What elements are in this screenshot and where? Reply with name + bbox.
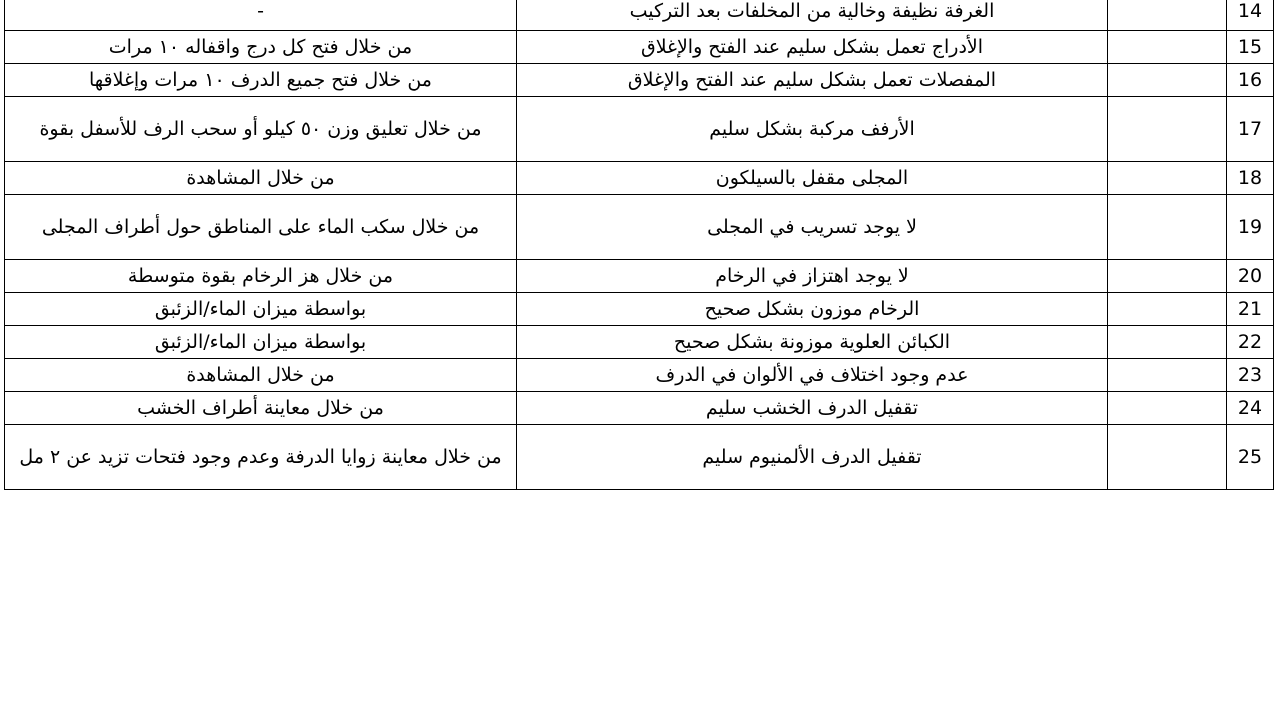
method-cell: بواسطة ميزان الماء/الزئبق <box>5 293 517 326</box>
method-cell: من خلال المشاهدة <box>5 359 517 392</box>
method-cell: من خلال فتح جميع الدرف ١٠ مرات وإغلاقها <box>5 64 517 97</box>
method-cell: من خلال معاينة زوايا الدرفة وعدم وجود فتحات تزيد عن ٢ مل <box>5 425 517 490</box>
item-cell: المجلى مقفل بالسيلكون <box>517 162 1108 195</box>
table-row <box>5 392 1274 425</box>
check-cell[interactable] <box>1108 260 1227 293</box>
table-row <box>5 31 1274 64</box>
item-cell: تقفيل الدرف الألمنيوم سليم <box>517 425 1108 490</box>
check-cell[interactable] <box>1108 392 1227 425</box>
table-row <box>5 162 1274 195</box>
method-cell: من خلال المشاهدة <box>5 162 517 195</box>
method-cell: - <box>5 0 517 31</box>
method-cell: من خلال تعليق وزن ٥٠ كيلو أو سحب الرف للأسفل بقوة <box>5 97 517 162</box>
check-cell[interactable] <box>1108 195 1227 260</box>
table-row <box>5 359 1274 392</box>
table-row <box>5 326 1274 359</box>
item-cell: الأدراج تعمل بشكل سليم عند الفتح والإغلاق <box>517 31 1108 64</box>
table-row <box>5 260 1274 293</box>
row-number: 19 <box>1227 195 1274 260</box>
row-number: 22 <box>1227 326 1274 359</box>
method-cell: من خلال معاينة أطراف الخشب <box>5 392 517 425</box>
row-number: 25 <box>1227 425 1274 490</box>
check-cell[interactable] <box>1108 359 1227 392</box>
table-row <box>5 293 1274 326</box>
item-cell: الأرفف مركبة بشكل سليم <box>517 97 1108 162</box>
table-row <box>5 64 1274 97</box>
check-cell[interactable] <box>1108 64 1227 97</box>
item-cell: تقفيل الدرف الخشب سليم <box>517 392 1108 425</box>
table-row <box>5 0 1274 31</box>
method-cell: من خلال فتح كل درج واقفاله ١٠ مرات <box>5 31 517 64</box>
row-number: 24 <box>1227 392 1274 425</box>
check-cell[interactable] <box>1108 293 1227 326</box>
row-number: 20 <box>1227 260 1274 293</box>
method-cell: بواسطة ميزان الماء/الزئبق <box>5 326 517 359</box>
check-cell[interactable] <box>1108 97 1227 162</box>
item-cell: الرخام موزون بشكل صحيح <box>517 293 1108 326</box>
check-cell[interactable] <box>1108 0 1227 31</box>
table-row <box>5 425 1274 490</box>
row-number: 14 <box>1227 0 1274 31</box>
row-number: 21 <box>1227 293 1274 326</box>
item-cell: لا يوجد تسريب في المجلى <box>517 195 1108 260</box>
check-cell[interactable] <box>1108 326 1227 359</box>
item-cell: لا يوجد اهتزاز في الرخام <box>517 260 1108 293</box>
row-number: 23 <box>1227 359 1274 392</box>
table-row <box>5 195 1274 260</box>
row-number: 15 <box>1227 31 1274 64</box>
item-cell: المفصلات تعمل بشكل سليم عند الفتح والإغلاق <box>517 64 1108 97</box>
check-cell[interactable] <box>1108 425 1227 490</box>
method-cell: من خلال سكب الماء على المناطق حول أطراف المجلى <box>5 195 517 260</box>
method-cell: من خلال هز الرخام بقوة متوسطة <box>5 260 517 293</box>
row-number: 17 <box>1227 97 1274 162</box>
item-cell: الغرفة نظيفة وخالية من المخلفات بعد التركيب <box>517 0 1108 31</box>
row-number: 18 <box>1227 162 1274 195</box>
check-cell[interactable] <box>1108 31 1227 64</box>
item-cell: عدم وجود اختلاف في الألوان في الدرف <box>517 359 1108 392</box>
inspection-checklist-table <box>4 0 1274 490</box>
check-cell[interactable] <box>1108 162 1227 195</box>
item-cell: الكبائن العلوية موزونة بشكل صحيح <box>517 326 1108 359</box>
table-row <box>5 97 1274 162</box>
row-number: 16 <box>1227 64 1274 97</box>
